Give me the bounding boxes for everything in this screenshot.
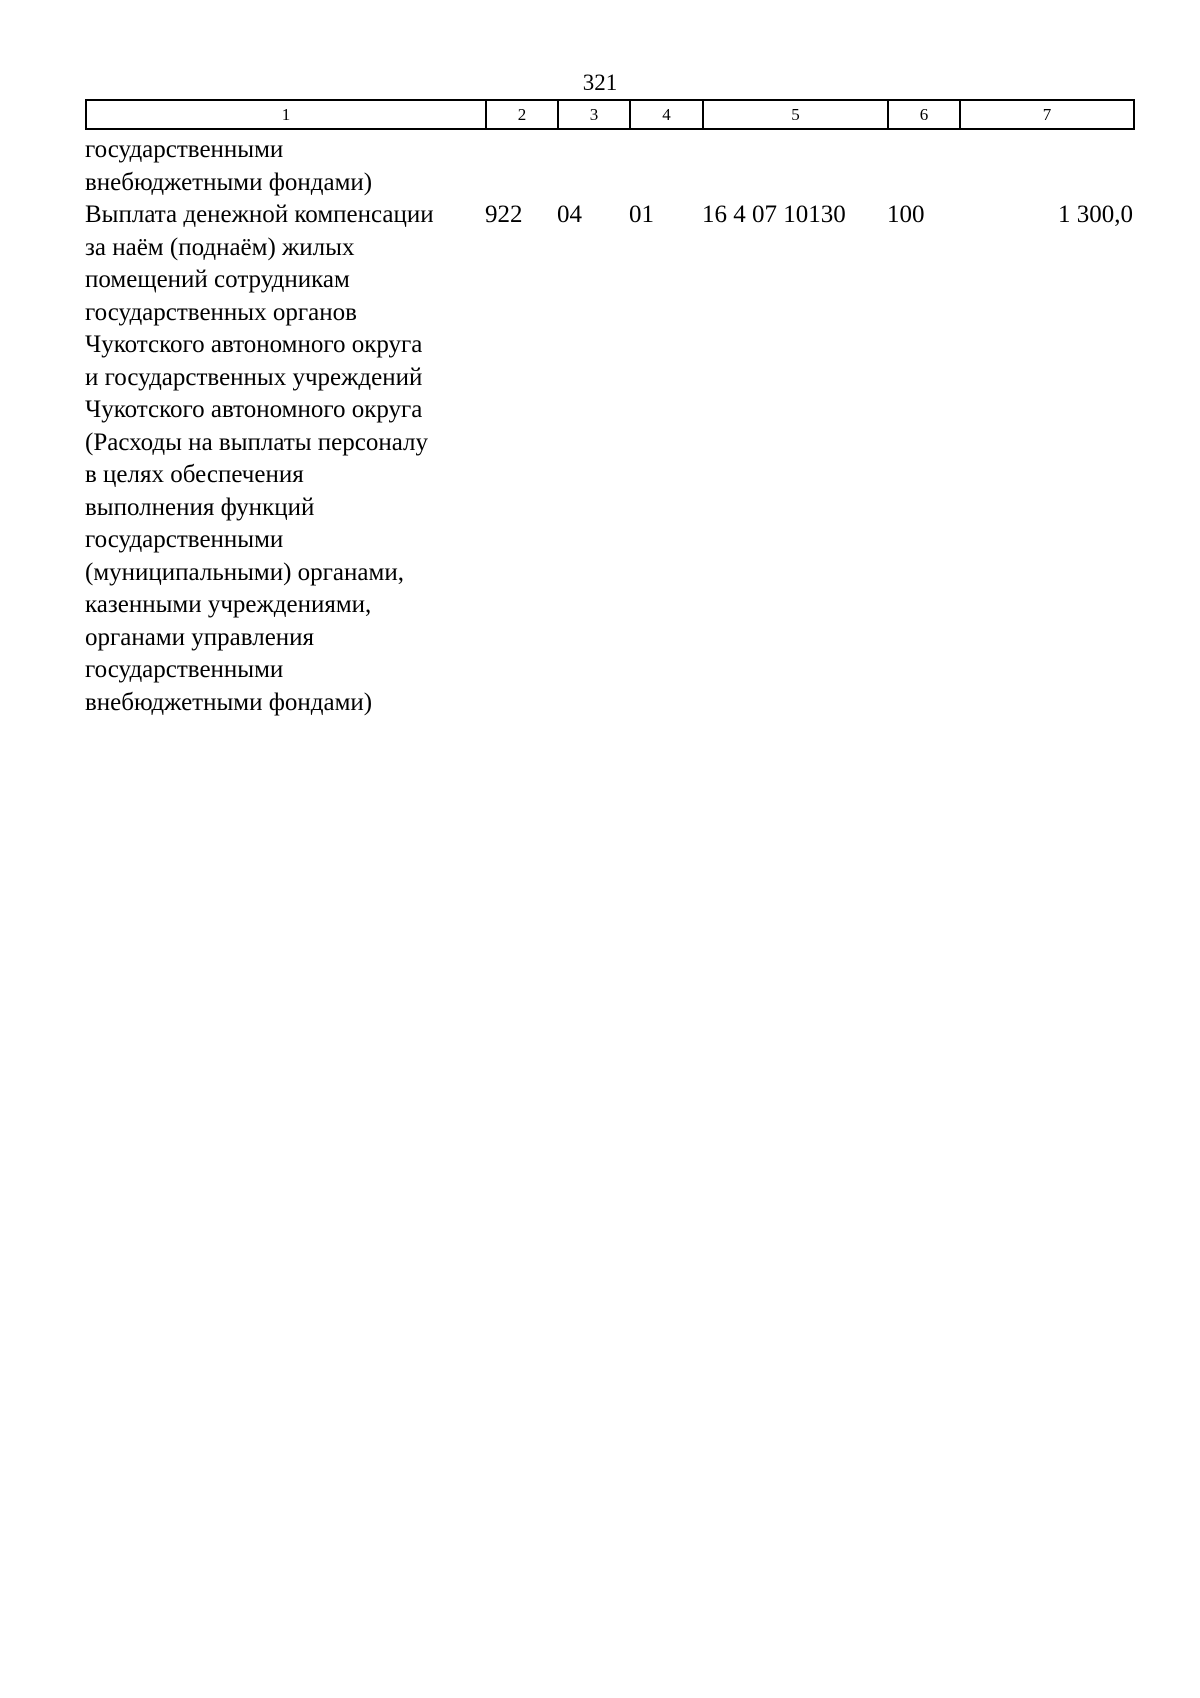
row-description — [85, 199, 485, 719]
description-line: казенными учреждениями, — [85, 591, 372, 618]
description-line: внебюджетными фондами) — [85, 168, 373, 196]
description-line: внебюджетными фондами) — [85, 688, 373, 716]
description-line: помещений сотрудникам — [85, 266, 350, 293]
description-line: государственными — [85, 526, 284, 553]
column-header-row — [86, 100, 1134, 129]
target-article-code: 16 4 07 10130 — [702, 201, 846, 228]
description-line: Чукотского автономного округа — [85, 331, 423, 358]
description-line: Выплата денежной компенсации — [85, 201, 434, 228]
column-header-1: 1 — [86, 100, 486, 129]
table-row — [85, 199, 1133, 719]
description-line: (Расходы на выплаты персоналу — [85, 428, 429, 456]
ministry-code: 922 — [485, 201, 523, 228]
page-number: 321 — [582, 70, 618, 95]
description-line: органами управления — [85, 623, 315, 651]
description-line: государственных органов — [85, 298, 357, 326]
table-body — [85, 134, 1133, 719]
description-line: в целях обеспечения — [85, 461, 304, 488]
column-header-4: 4 — [630, 100, 703, 129]
subsection-code: 01 — [629, 201, 654, 228]
description-line: за наём (поднаём) жилых — [85, 233, 355, 261]
column-header-2: 2 — [486, 100, 558, 129]
description-line: и государственных учреждений — [85, 363, 423, 391]
amount-value: 1 300,0 — [1058, 201, 1133, 228]
continuation-row — [85, 134, 1133, 199]
expense-type-code: 100 — [887, 201, 925, 228]
column-header-6: 6 — [888, 100, 960, 129]
section-code: 04 — [557, 201, 582, 228]
column-header-3: 3 — [558, 100, 630, 129]
description-line: государственными — [85, 656, 284, 683]
description-line: выполнения функций — [85, 493, 315, 521]
column-header-5: 5 — [703, 100, 888, 129]
description-line: государственными — [85, 136, 284, 163]
column-header-table — [85, 99, 1135, 130]
description-line: Чукотского автономного округа — [85, 396, 423, 423]
description-line: (муниципальными) органами, — [85, 558, 404, 586]
column-header-7: 7 — [960, 100, 1134, 129]
continuation-description — [85, 134, 485, 199]
